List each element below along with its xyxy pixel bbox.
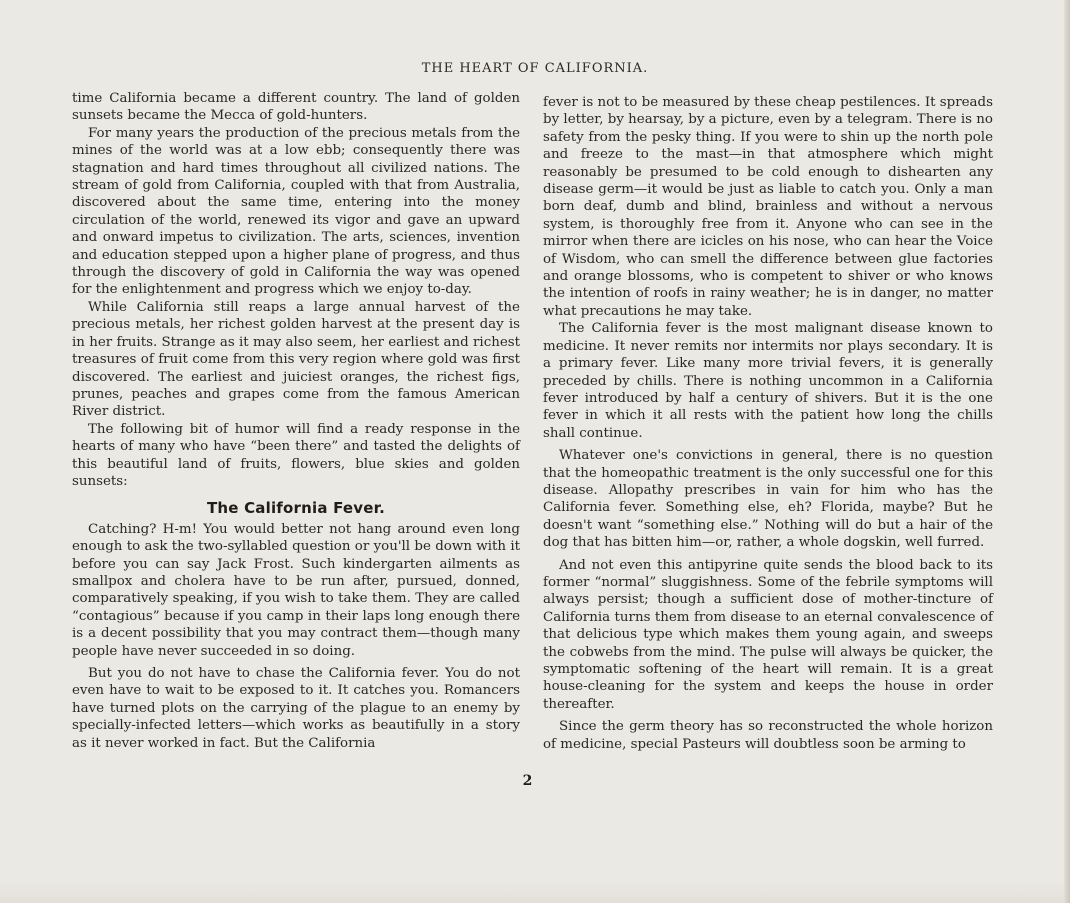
paragraph: For many years the production of the precious metals from the mines of the world was at a low ebb; consequently there was stagnation and hard times throughout all civilized nations. The stream of gold from California, coupled with that from Australia, discovered about the same time, entering into the money circulation of the world, renewed its vigor and gave an upward and onward impetus to civilization. The arts, sciences, invention and education stepped upon a higher plane of progress, and thus through the discovery of gold in California the way was opened for the enlightenment and progress which we enjoy to-day. bbox=[72, 125, 520, 298]
paragraph: Since the germ theory has so reconstructed the whole horizon of medicine, special Pasteurs will doubtless soon be arming to bbox=[543, 719, 993, 752]
paragraph: Catching? H-m! You would better not hang around even long enough to ask the two-syllabled question or you'll be down with it before you can say Jack Frost. Such kindergarten ailments as smallpox and cholera have to be run after, pursued, donned, comparatively speaking, if you wish to take them. They are called “contagious” because if you camp in their laps long enough there is a decent possibility that you may contract them—though many people have never succeeded in so doing. bbox=[72, 521, 520, 659]
paragraph: And not even this antipyrine quite sends the blood back to its former “normal” sluggishness. Some of the febrile symptoms will always persist; though a sufficient dose of mother-tincture of California turns them from disease to an eternal convalescence of that delicious type which makes them young again, and sweeps the cobwebs from the mind. The pulse will always be quicker, the symptomatic softening of the heart will remain. It is a great house-cleaning for the system and keeps the house in order thereafter. bbox=[543, 557, 993, 712]
paragraph: fever is not to be measured by these cheap pestilences. It spreads by letter, by hearsay, by a picture, even by a telegram. There is no safety from the pesky thing. If you were to shin up the north pole and freeze to the mast—in that atmosphere which might reasonably be presumed to be cold enough to dishearten any disease germ—it would be just as liable to catch you. Only a man born deaf, dumb and blind, brainless and without a nervous system, is thoroughly free from it. Anyone who can see in the mirror when there are icicles on his nose, who can hear the Voice of Wisdom, who can smell the difference between glue factories and orange blossoms, who is competent to shiver or who knows the intention of roofs in rainy weather; he is in danger, no matter what precautions he may take. bbox=[543, 95, 993, 319]
paragraph: Whatever one's convictions in general, there is no question that the homeopathic treatment is the only successful one for this disease. Allopathy prescribes in vain for him who has the California fever. Something else, eh? Florida, maybe? But he doesn't want “something else.” Nothing will do but a hair of the dog that has bitten him—or, rather, a whole dogskin, well furred. bbox=[543, 448, 993, 551]
page-number: 2 bbox=[522, 773, 533, 789]
running-head: THE HEART OF CALIFORNIA. bbox=[421, 61, 649, 76]
left-column bbox=[72, 90, 520, 752]
section-title: The California Fever. bbox=[206, 499, 386, 518]
right-column bbox=[543, 94, 993, 753]
paragraph: time California became a different country. The land of golden sunsets became the Mecca of gold-hunters. bbox=[72, 91, 520, 124]
paragraph: But you do not have to chase the California fever. You do not even have to wait to be exposed to it. It catches you. Romancers have turned plots on the carrying of the plague to an enemy by specially-infected letters—which works as beautifully in a story as it never worked in fact. But the California bbox=[72, 666, 520, 751]
paragraph: The California fever is the most malignant disease known to medicine. It never remits nor intermits nor plays secondary. It is a primary fever. Like many more trivial fevers, it is generally preceded by chills. There is nothing uncommon in a California fever introduced by half a century of shivers. But it is the one fever in which it all rests with the patient how long the chills shall continue. bbox=[543, 321, 993, 441]
paragraph: The following bit of humor will find a ready response in the hearts of many who have “been there” and tasted the delights of this beautiful land of fruits, flowers, blue skies and golden sunsets: bbox=[72, 421, 520, 489]
paragraph: While California still reaps a large annual harvest of the precious metals, her richest golden harvest at the present day is in her fruits. Strange as it may also seem, her earliest and richest treasures of fruit come from this very region where gold was first discovered. The earliest and juiciest oranges, the richest figs, prunes, peaches and grapes come from the famous American River district. bbox=[72, 299, 520, 420]
